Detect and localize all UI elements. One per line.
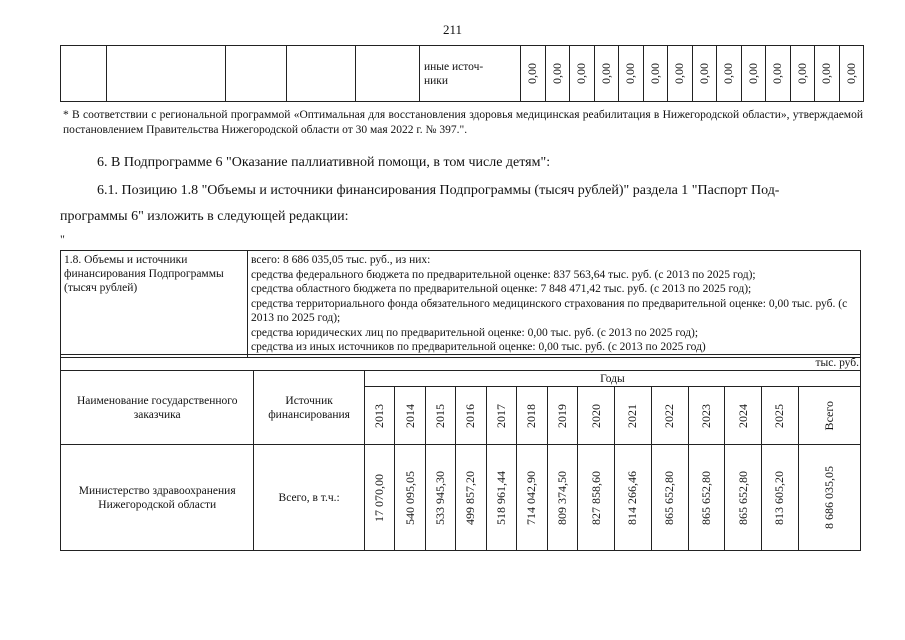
top-value-cell [790, 46, 815, 102]
top-value: 0,00 [672, 63, 687, 84]
value-2021: 814 266,46 [625, 470, 640, 525]
value-cell [762, 445, 799, 551]
value-2014: 540 095,05 [402, 470, 417, 525]
value-2015: 533 945,30 [433, 470, 447, 525]
top-value-cell [594, 46, 619, 102]
summary-line: средства федерального бюджета по предварительной оценке: 837 563,64 тыс. руб. (с 2013 по 2025 год); [251, 268, 756, 281]
unit-label: тыс. руб. [61, 355, 861, 371]
year-header-cell [798, 387, 860, 445]
value-2020: 827 858,60 [588, 470, 603, 525]
summary-content [248, 251, 861, 358]
value-cell [425, 445, 455, 551]
year-label: 2023 [698, 403, 713, 428]
summary-line: всего: 8 686 035,05 тыс. руб., из них: [251, 254, 431, 266]
top-value-cell [692, 46, 717, 102]
year-header-cell [425, 387, 455, 445]
top-value-cell [619, 46, 644, 102]
year-header-cell [395, 387, 425, 445]
row-source: Всего, в т.ч.: [254, 445, 364, 551]
value-2018: 714 042,90 [524, 470, 539, 525]
value-2017: 518 961,44 [493, 470, 508, 525]
value-cell [517, 445, 547, 551]
page-number: 211 [442, 22, 463, 37]
year-label: 2016 [463, 403, 478, 428]
year-label: 2014 [402, 403, 417, 428]
footnote: * В соответствии с региональной программой «Оптимальная для восстановления здоровья медицинская реабилитация в Нижегородской области», утверждаемой постановлением Правительства Нижегородской области от 30 мая 2022 г. № 397.". [63, 109, 863, 136]
top-value-cell [766, 46, 791, 102]
value-cell [364, 445, 394, 551]
value-2019: 809 374,50 [554, 470, 569, 525]
year-label: 2024 [735, 403, 750, 428]
year-label: 2018 [524, 403, 539, 428]
top-value: 0,00 [574, 63, 589, 84]
year-header-cell [547, 387, 577, 445]
top-value: 0,00 [819, 63, 834, 84]
year-label: 2020 [588, 403, 603, 428]
value-2022: 865 652,80 [662, 470, 677, 525]
top-value-cell [545, 46, 570, 102]
paragraph-6: 6. В Подпрограмме 6 "Оказание паллиативной помощи, в том числе детям": [97, 155, 551, 170]
top-value: 0,00 [721, 63, 736, 84]
value-2023: 865 652,80 [698, 470, 713, 525]
value-2016: 499 857,20 [463, 470, 478, 525]
top-value: 0,00 [598, 63, 613, 84]
top-value: 0,00 [525, 63, 540, 84]
top-value: 0,00 [843, 63, 858, 84]
value-total: 8 686 035,05 [821, 466, 836, 529]
top-value: 0,00 [623, 63, 638, 84]
top-value-cell [521, 46, 546, 102]
top-value: 0,00 [770, 63, 785, 84]
top-value-cell [717, 46, 742, 102]
summary-line: средства юридических лиц по предварительной оценке: 0,00 тыс. руб. (с 2013 по 2025 год); [251, 326, 699, 339]
year-header-cell [614, 387, 651, 445]
top-value-cell [668, 46, 693, 102]
year-header-cell [517, 387, 547, 445]
top-table [60, 45, 864, 102]
year-header-cell [578, 387, 615, 445]
top-value-cell [570, 46, 595, 102]
top-value-cell [815, 46, 840, 102]
header-years: Годы [364, 371, 860, 387]
top-value-cell [741, 46, 766, 102]
year-header-cell [725, 387, 762, 445]
top-value: 0,00 [549, 63, 564, 84]
paragraph-6-1-line1: 6.1. Позицию 1.8 "Объемы и источники финансирования Подпрограммы (тысяч рублей)" раздела 1 "Паспорт Под- [97, 183, 780, 198]
value-cell [456, 445, 486, 551]
year-label: 2021 [625, 403, 640, 428]
value-cell [395, 445, 425, 551]
paragraph-6-1-line2: программы 6" изложить в следующей редакции: [60, 209, 349, 224]
top-value-cell [839, 46, 864, 102]
header-source: Источник финансирования [254, 371, 364, 445]
value-cell [578, 445, 615, 551]
summary-line: средства областного бюджета по предварительной оценке: 7 848 471,42 тыс. руб. (с 2013 по 2025 год); [251, 283, 752, 295]
top-value-cell [643, 46, 668, 102]
year-label: 2022 [662, 403, 677, 428]
summary-line: средства из иных источников по предварительной оценке: 0,00 тыс. руб. (с 2013 по 2025 год) [251, 341, 706, 353]
value-2013: 17 070,00 [372, 473, 387, 522]
value-cell [725, 445, 762, 551]
top-value: 0,00 [745, 63, 760, 84]
year-header-cell [762, 387, 799, 445]
year-label: 2013 [372, 403, 387, 428]
year-header-cell [651, 387, 688, 445]
value-cell [798, 445, 860, 551]
year-label: 2015 [433, 403, 447, 428]
year-label: 2025 [772, 403, 787, 428]
header-customer: Наименование государственного заказчика [61, 371, 254, 445]
value-cell [486, 445, 516, 551]
value-cell [547, 445, 577, 551]
top-value: 0,00 [647, 63, 662, 84]
summary-label: 1.8. Объемы и источники финансирования Подпрограммы (тысяч рублей) [61, 251, 248, 358]
financing-table [60, 354, 861, 551]
year-label: 2017 [493, 403, 508, 428]
value-cell [688, 445, 725, 551]
value-cell [651, 445, 688, 551]
year-label: 2019 [554, 403, 569, 428]
year-header-cell [486, 387, 516, 445]
opening-quote: " [60, 232, 65, 246]
summary-line: средства территориального фонда обязательного медицинского страхования по предварительной оценке: 0,00 тыс. руб. (с 2013 по 2025 год); [251, 297, 848, 324]
value-cell [614, 445, 651, 551]
row-customer: Министерство здравоохранения Нижегородской области [61, 445, 254, 551]
summary-table [60, 250, 861, 358]
top-value: 0,00 [696, 63, 711, 84]
year-label: Всего [821, 400, 836, 431]
top-source-label: иные источ- ники [420, 46, 521, 102]
year-header-cell [456, 387, 486, 445]
value-2024: 865 652,80 [735, 470, 750, 525]
top-value: 0,00 [794, 63, 809, 84]
year-header-cell [364, 387, 394, 445]
year-header-cell [688, 387, 725, 445]
value-2025: 813 605,20 [772, 470, 787, 525]
